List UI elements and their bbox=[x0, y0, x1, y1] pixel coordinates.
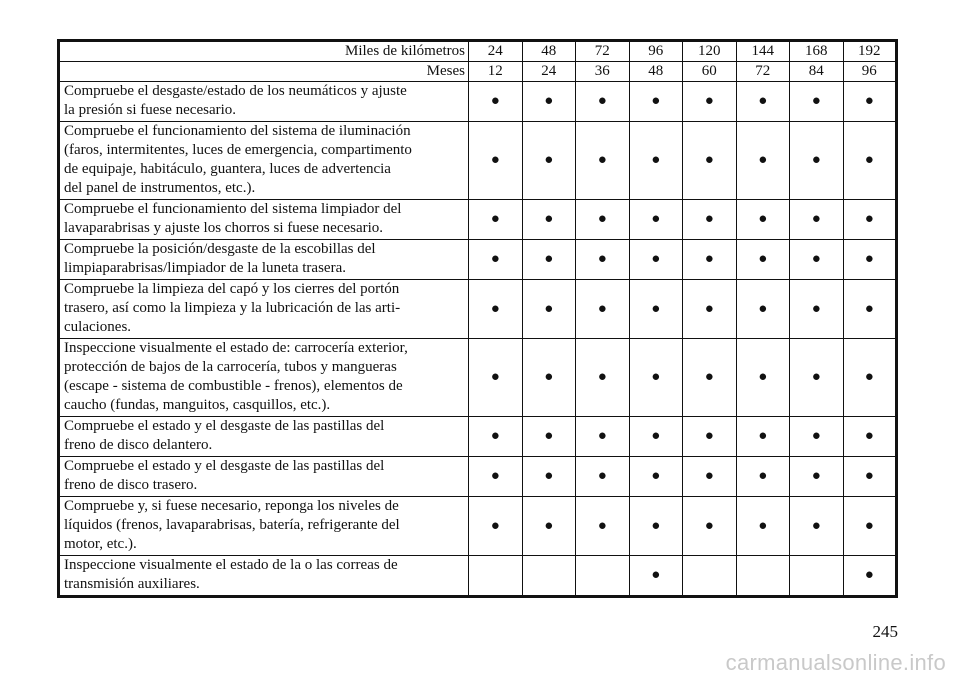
bullet-icon: ● bbox=[544, 369, 554, 385]
header-interval-value: 192 bbox=[843, 41, 897, 62]
check-mark-cell bbox=[843, 417, 897, 457]
header-interval-value: 168 bbox=[790, 41, 844, 62]
bullet-icon: ● bbox=[651, 211, 661, 227]
check-mark-cell bbox=[576, 497, 630, 556]
task-line: freno de disco trasero. bbox=[64, 477, 198, 493]
task-line: la presión si fuese necesario. bbox=[64, 102, 237, 118]
table-row bbox=[59, 280, 897, 339]
bullet-icon: ● bbox=[758, 468, 768, 484]
task-description bbox=[59, 556, 469, 597]
header-interval-value: 96 bbox=[629, 41, 683, 62]
check-mark-cell bbox=[790, 457, 844, 497]
table-row bbox=[59, 122, 897, 200]
task-line: transmisión auxiliares. bbox=[64, 576, 200, 592]
task-description bbox=[59, 122, 469, 200]
bullet-icon: ● bbox=[864, 468, 874, 484]
task-line: Compruebe el funcionamiento del sistema limpiador del bbox=[64, 201, 402, 217]
bullet-icon: ● bbox=[597, 300, 607, 317]
empty-cell bbox=[469, 556, 523, 597]
bullet-icon: ● bbox=[704, 251, 714, 267]
header-row-label: Meses bbox=[59, 62, 469, 82]
bullet-icon: ● bbox=[544, 428, 554, 444]
header-interval-value: 24 bbox=[522, 62, 576, 82]
check-mark-cell bbox=[843, 240, 897, 280]
bullet-icon: ● bbox=[811, 517, 821, 534]
check-mark-cell bbox=[629, 339, 683, 417]
check-mark-cell bbox=[576, 457, 630, 497]
bullet-icon: ● bbox=[597, 428, 607, 444]
check-mark-cell bbox=[790, 497, 844, 556]
bullet-icon: ● bbox=[490, 211, 500, 227]
check-mark-cell bbox=[576, 280, 630, 339]
check-mark-cell bbox=[736, 417, 790, 457]
header-interval-value: 60 bbox=[683, 62, 737, 82]
bullet-icon: ● bbox=[704, 428, 714, 444]
schedule-header bbox=[59, 41, 897, 82]
bullet-icon: ● bbox=[651, 428, 661, 444]
bullet-icon: ● bbox=[864, 517, 874, 534]
task-line: Compruebe el estado y el desgaste de las pastillas del bbox=[64, 458, 385, 474]
table-row bbox=[59, 556, 897, 597]
task-line: culaciones. bbox=[64, 319, 132, 335]
task-line: caucho (fundas, manguitos, casquillos, etc.). bbox=[64, 397, 331, 413]
bullet-icon: ● bbox=[597, 468, 607, 484]
bullet-icon: ● bbox=[597, 211, 607, 227]
bullet-icon: ● bbox=[704, 369, 714, 385]
header-interval-value: 144 bbox=[736, 41, 790, 62]
bullet-icon: ● bbox=[811, 428, 821, 444]
bullet-icon: ● bbox=[704, 468, 714, 484]
bullet-icon: ● bbox=[811, 152, 821, 168]
bullet-icon: ● bbox=[490, 251, 500, 267]
check-mark-cell bbox=[790, 240, 844, 280]
check-mark-cell bbox=[522, 457, 576, 497]
watermark: carmanualsonline.info bbox=[725, 650, 946, 675]
check-mark-cell bbox=[683, 82, 737, 122]
empty-cell bbox=[522, 556, 576, 597]
header-interval-value: 48 bbox=[522, 41, 576, 62]
check-mark-cell bbox=[629, 417, 683, 457]
task-description bbox=[59, 82, 469, 122]
check-mark-cell bbox=[469, 280, 523, 339]
header-interval-value: 12 bbox=[469, 62, 523, 82]
page-number: 245 bbox=[872, 622, 898, 641]
bullet-icon: ● bbox=[651, 517, 661, 534]
task-line: del panel de instrumentos, etc.). bbox=[64, 180, 256, 196]
check-mark-cell bbox=[522, 82, 576, 122]
check-mark-cell bbox=[629, 240, 683, 280]
check-mark-cell bbox=[843, 200, 897, 240]
bullet-icon: ● bbox=[704, 93, 714, 109]
task-line: Inspeccione visualmente el estado de: carrocería exterior, bbox=[64, 340, 408, 356]
task-line: Compruebe el desgaste/estado de los neumáticos y ajuste bbox=[64, 83, 407, 99]
empty-cell bbox=[736, 556, 790, 597]
bullet-icon: ● bbox=[811, 93, 821, 109]
check-mark-cell bbox=[629, 280, 683, 339]
check-mark-cell bbox=[683, 417, 737, 457]
task-line: (escape - sistema de combustible - frenos), elementos de bbox=[64, 378, 403, 394]
table-row bbox=[59, 417, 897, 457]
task-description bbox=[59, 280, 469, 339]
check-mark-cell bbox=[736, 82, 790, 122]
task-line: Compruebe el funcionamiento del sistema de iluminación bbox=[64, 123, 411, 139]
check-mark-cell bbox=[629, 556, 683, 597]
bullet-icon: ● bbox=[597, 152, 607, 168]
check-mark-cell bbox=[736, 497, 790, 556]
bullet-icon: ● bbox=[758, 369, 768, 385]
check-mark-cell bbox=[522, 417, 576, 457]
bullet-icon: ● bbox=[490, 93, 500, 109]
bullet-icon: ● bbox=[651, 369, 661, 385]
check-mark-cell bbox=[790, 82, 844, 122]
header-interval-value: 84 bbox=[790, 62, 844, 82]
task-line: Inspeccione visualmente el estado de la o las correas de bbox=[64, 557, 398, 573]
bullet-icon: ● bbox=[651, 468, 661, 484]
check-mark-cell bbox=[843, 122, 897, 200]
check-mark-cell bbox=[629, 457, 683, 497]
bullet-icon: ● bbox=[864, 567, 874, 583]
check-mark-cell bbox=[469, 497, 523, 556]
check-mark-cell bbox=[522, 200, 576, 240]
bullet-icon: ● bbox=[704, 152, 714, 168]
check-mark-cell bbox=[629, 200, 683, 240]
bullet-icon: ● bbox=[651, 567, 661, 583]
check-mark-cell bbox=[736, 240, 790, 280]
bullet-icon: ● bbox=[811, 468, 821, 484]
bullet-icon: ● bbox=[704, 300, 714, 317]
bullet-icon: ● bbox=[490, 152, 500, 168]
check-mark-cell bbox=[522, 240, 576, 280]
task-line: Compruebe y, si fuese necesario, reponga los niveles de bbox=[64, 498, 399, 514]
bullet-icon: ● bbox=[758, 428, 768, 444]
check-mark-cell bbox=[469, 240, 523, 280]
check-mark-cell bbox=[576, 240, 630, 280]
task-line: trasero, así como la limpieza y la lubricación de las arti- bbox=[64, 300, 401, 316]
bullet-icon: ● bbox=[544, 93, 554, 109]
check-mark-cell bbox=[469, 82, 523, 122]
check-mark-cell bbox=[843, 82, 897, 122]
check-mark-cell bbox=[683, 280, 737, 339]
check-mark-cell bbox=[790, 200, 844, 240]
bullet-icon: ● bbox=[864, 93, 874, 109]
bullet-icon: ● bbox=[704, 211, 714, 227]
bullet-icon: ● bbox=[490, 300, 500, 317]
bullet-icon: ● bbox=[544, 300, 554, 317]
task-line: lavaparabrisas y ajuste los chorros si fuese necesario. bbox=[64, 220, 384, 236]
bullet-icon: ● bbox=[811, 369, 821, 385]
bullet-icon: ● bbox=[758, 152, 768, 168]
check-mark-cell bbox=[790, 280, 844, 339]
empty-cell bbox=[790, 556, 844, 597]
bullet-icon: ● bbox=[864, 211, 874, 227]
bullet-icon: ● bbox=[758, 93, 768, 109]
header-interval-value: 48 bbox=[629, 62, 683, 82]
header-interval-value: 72 bbox=[576, 41, 630, 62]
header-row-label: Miles de kilómetros bbox=[59, 41, 469, 62]
empty-cell bbox=[576, 556, 630, 597]
check-mark-cell bbox=[683, 457, 737, 497]
table-row bbox=[59, 200, 897, 240]
bullet-icon: ● bbox=[597, 369, 607, 385]
check-mark-cell bbox=[683, 497, 737, 556]
bullet-icon: ● bbox=[864, 369, 874, 385]
bullet-icon: ● bbox=[864, 152, 874, 168]
check-mark-cell bbox=[843, 457, 897, 497]
task-line: Compruebe la posición/desgaste de la escobillas del bbox=[64, 241, 376, 257]
check-mark-cell bbox=[576, 82, 630, 122]
bullet-icon: ● bbox=[811, 211, 821, 227]
maintenance-schedule-table bbox=[57, 39, 898, 598]
table-row bbox=[59, 82, 897, 122]
check-mark-cell bbox=[522, 497, 576, 556]
check-mark-cell bbox=[522, 280, 576, 339]
bullet-icon: ● bbox=[864, 428, 874, 444]
bullet-icon: ● bbox=[544, 468, 554, 484]
check-mark-cell bbox=[576, 417, 630, 457]
bullet-icon: ● bbox=[544, 517, 554, 534]
check-mark-cell bbox=[736, 457, 790, 497]
header-interval-value: 36 bbox=[576, 62, 630, 82]
check-mark-cell bbox=[843, 497, 897, 556]
bullet-icon: ● bbox=[597, 517, 607, 534]
bullet-icon: ● bbox=[490, 369, 500, 385]
bullet-icon: ● bbox=[597, 93, 607, 109]
check-mark-cell bbox=[790, 417, 844, 457]
check-mark-cell bbox=[469, 339, 523, 417]
bullet-icon: ● bbox=[864, 251, 874, 267]
task-description bbox=[59, 457, 469, 497]
bullet-icon: ● bbox=[544, 152, 554, 168]
check-mark-cell bbox=[522, 122, 576, 200]
check-mark-cell bbox=[469, 417, 523, 457]
bullet-icon: ● bbox=[651, 152, 661, 168]
table-row bbox=[59, 240, 897, 280]
check-mark-cell bbox=[683, 122, 737, 200]
bullet-icon: ● bbox=[758, 300, 768, 317]
bullet-icon: ● bbox=[651, 300, 661, 317]
header-interval-value: 96 bbox=[843, 62, 897, 82]
check-mark-cell bbox=[469, 200, 523, 240]
check-mark-cell bbox=[576, 339, 630, 417]
check-mark-cell bbox=[576, 122, 630, 200]
check-mark-cell bbox=[736, 339, 790, 417]
task-line: líquidos (frenos, lavaparabrisas, batería, refrigerante del bbox=[64, 517, 400, 533]
check-mark-cell bbox=[843, 280, 897, 339]
check-mark-cell bbox=[790, 339, 844, 417]
check-mark-cell bbox=[522, 339, 576, 417]
task-line: motor, etc.). bbox=[64, 536, 137, 552]
task-line: protección de bajos de la carrocería, tubos y mangueras bbox=[64, 359, 397, 375]
bullet-icon: ● bbox=[758, 211, 768, 227]
bullet-icon: ● bbox=[490, 468, 500, 484]
schedule-body bbox=[59, 82, 897, 597]
table-row bbox=[59, 497, 897, 556]
bullet-icon: ● bbox=[651, 251, 661, 267]
bullet-icon: ● bbox=[544, 251, 554, 267]
check-mark-cell bbox=[736, 280, 790, 339]
check-mark-cell bbox=[629, 497, 683, 556]
header-interval-value: 72 bbox=[736, 62, 790, 82]
check-mark-cell bbox=[629, 82, 683, 122]
task-line: de equipaje, habitáculo, guantera, luces de advertencia bbox=[64, 161, 391, 177]
check-mark-cell bbox=[469, 457, 523, 497]
task-description bbox=[59, 417, 469, 457]
task-line: limpiaparabrisas/limpiador de la luneta trasera. bbox=[64, 260, 346, 276]
header-interval-value: 24 bbox=[469, 41, 523, 62]
header-interval-value: 120 bbox=[683, 41, 737, 62]
check-mark-cell bbox=[683, 200, 737, 240]
bullet-icon: ● bbox=[490, 428, 500, 444]
task-description bbox=[59, 497, 469, 556]
table-row bbox=[59, 457, 897, 497]
check-mark-cell bbox=[469, 122, 523, 200]
bullet-icon: ● bbox=[811, 251, 821, 267]
bullet-icon: ● bbox=[651, 93, 661, 109]
task-line: Compruebe la limpieza del capó y los cierres del portón bbox=[64, 281, 400, 297]
check-mark-cell bbox=[629, 122, 683, 200]
task-line: (faros, intermitentes, luces de emergencia, compartimento bbox=[64, 142, 412, 158]
check-mark-cell bbox=[683, 339, 737, 417]
task-line: freno de disco delantero. bbox=[64, 437, 213, 453]
empty-cell bbox=[683, 556, 737, 597]
task-description bbox=[59, 240, 469, 280]
header-row bbox=[59, 62, 897, 82]
bullet-icon: ● bbox=[490, 517, 500, 534]
bullet-icon: ● bbox=[864, 300, 874, 317]
bullet-icon: ● bbox=[758, 517, 768, 534]
bullet-icon: ● bbox=[811, 300, 821, 317]
check-mark-cell bbox=[576, 200, 630, 240]
task-line: Compruebe el estado y el desgaste de las pastillas del bbox=[64, 418, 385, 434]
task-description bbox=[59, 339, 469, 417]
bullet-icon: ● bbox=[544, 211, 554, 227]
check-mark-cell bbox=[736, 200, 790, 240]
check-mark-cell bbox=[790, 122, 844, 200]
check-mark-cell bbox=[843, 339, 897, 417]
check-mark-cell bbox=[843, 556, 897, 597]
task-description bbox=[59, 200, 469, 240]
bullet-icon: ● bbox=[704, 517, 714, 534]
check-mark-cell bbox=[736, 122, 790, 200]
header-row bbox=[59, 41, 897, 62]
bullet-icon: ● bbox=[758, 251, 768, 267]
table-row bbox=[59, 339, 897, 417]
check-mark-cell bbox=[683, 240, 737, 280]
bullet-icon: ● bbox=[597, 251, 607, 267]
